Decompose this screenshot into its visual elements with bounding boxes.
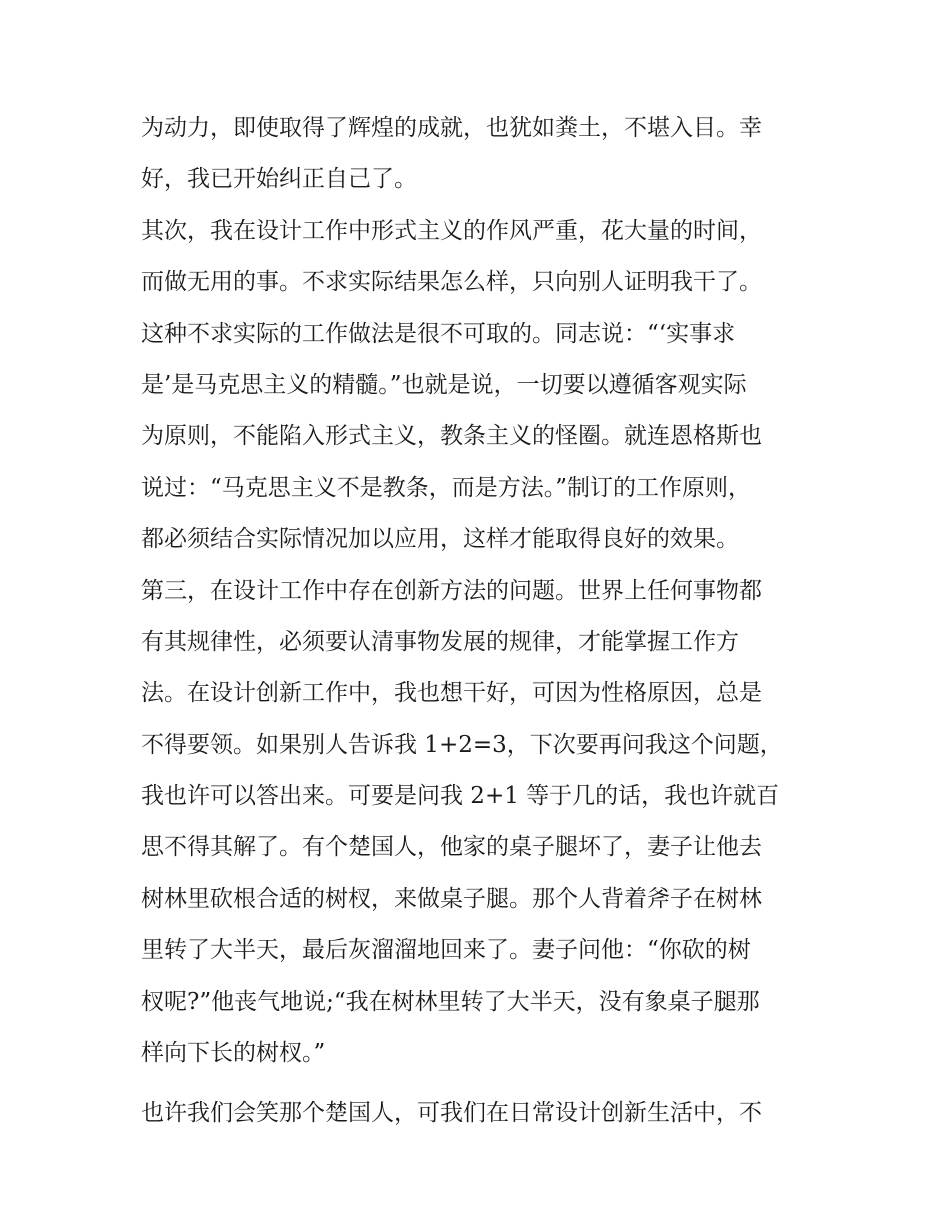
text-line: 树林里砍根合适的树杈，来做桌子腿。那个人背着斧子在树林 [141, 885, 762, 912]
text-line: 里转了大半天，最后灰溜溜地回来了。妻子问他：“你砍的树 [141, 937, 751, 964]
text-line: 思不得其解了。有个楚国人，他家的桌子腿坏了，妻子让他去 [141, 834, 762, 861]
text-line: 也许我们会笑那个楚国人，可我们在日常设计创新生活中，不 [141, 1100, 762, 1127]
text-line: 为原则，不能陷入形式主义，教条主义的怪圈。就连恩格斯也 [141, 423, 762, 450]
document-body [141, 103, 813, 1140]
text-line: 法。在设计创新工作中，我也想干好，可因为性格原因，总是 [141, 680, 762, 707]
text-line: 好，我已开始纠正自己了。 [141, 166, 417, 193]
text-line: 第三，在设计工作中存在创新方法的问题。世界上任何事物都 [141, 577, 762, 604]
text-line: 我也许可以答出来。可要是问我 2+1 等于几的话，我也许就百 [141, 783, 780, 810]
text-line: 说过：“马克思主义不是教条，而是方法。”制订的工作原则， [141, 474, 752, 501]
text-line: 其次，我在设计工作中形式主义的作风严重，花大量的时间， [141, 217, 762, 244]
text-line: 样向下长的树杈。” [141, 1040, 326, 1067]
text-line: 为动力，即使取得了辉煌的成就，也犹如粪土，不堪入目。幸 [141, 115, 762, 141]
text-line: 这种不求实际的工作做法是很不可取的。同志说：“‘实事求 [141, 320, 736, 347]
text-line: 杈呢?”他丧气地说;“我在树林里转了大半天，没有象桌子腿那 [141, 988, 760, 1015]
text-line: 都必须结合实际情况加以应用，这样才能取得良好的效果。 [141, 526, 739, 553]
text-line: 是’是马克思主义的精髓。”也就是说，一切要以遵循客观实际 [141, 371, 747, 398]
text-line: 有其规律性，必须要认清事物发展的规律，才能掌握工作方 [141, 628, 739, 655]
text-line: 而做无用的事。不求实际结果怎么样，只向别人证明我干了。 [141, 269, 762, 296]
text-line: 不得要领。如果别人告诉我 1+2=3，下次要再问我这个问题， [141, 731, 783, 758]
